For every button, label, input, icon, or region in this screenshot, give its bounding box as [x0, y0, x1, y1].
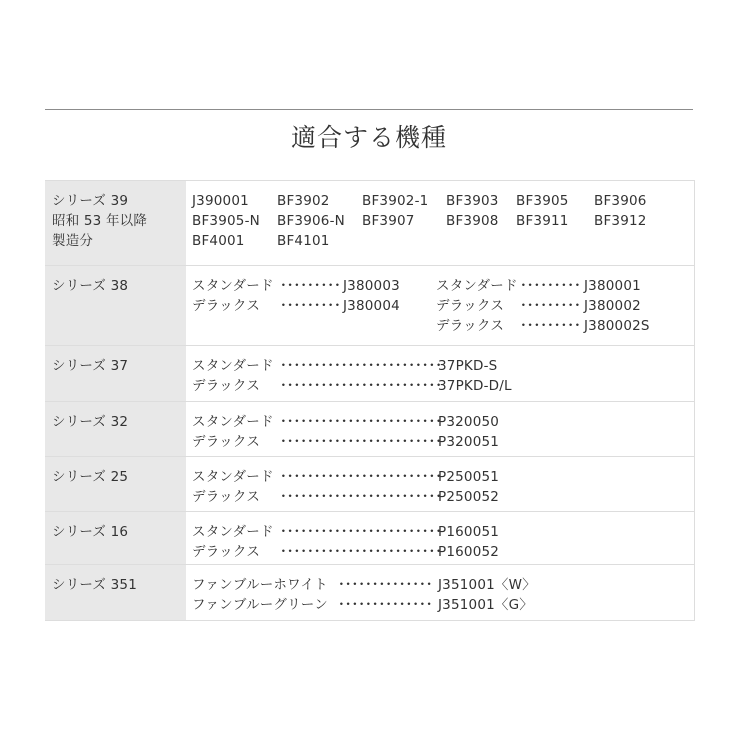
model-entry: [192, 356, 694, 376]
model-name: ファンブルーホワイト: [192, 577, 328, 593]
table-row: [45, 346, 695, 402]
models-cell: [186, 457, 695, 512]
models-cell: [186, 346, 695, 402]
table-row: [45, 266, 695, 346]
model-entry: [192, 595, 694, 615]
model-entry: [436, 276, 676, 296]
model-name: デラックス: [192, 544, 261, 560]
leader-dots: ････････････････････････: [280, 434, 442, 450]
top-divider: [45, 109, 693, 110]
model-number: BF3906: [594, 193, 647, 209]
series-cell: [45, 346, 186, 402]
series-label: シリーズ 351: [52, 577, 137, 593]
model-number: J380002: [584, 298, 641, 314]
model-number: J380003: [343, 278, 400, 294]
model-number: BF4001: [192, 233, 245, 249]
model-entry: [192, 467, 694, 487]
leader-dots: ････････････････････････: [280, 358, 442, 374]
model-entry: [192, 522, 694, 542]
model-number: BF3905-N: [192, 213, 260, 229]
model-name: スタンダード: [192, 358, 274, 374]
model-name: デラックス: [436, 318, 505, 334]
model-number: P250051: [438, 469, 500, 485]
model-name: デラックス: [192, 378, 261, 394]
table-row: [45, 457, 695, 512]
model-entry: [192, 296, 432, 316]
model-entry: [192, 412, 694, 432]
models-cell: [186, 402, 695, 457]
models-cell: [186, 181, 695, 266]
table-row: [45, 181, 695, 266]
leader-dots: ････････････････････････: [280, 544, 442, 560]
table-row: [45, 565, 695, 621]
model-number: 37PKD-D/L: [438, 378, 512, 394]
leader-dots: ･････････: [520, 318, 581, 334]
model-number: BF3906-N: [277, 213, 345, 229]
model-number: J390001: [192, 193, 249, 209]
leader-dots: ････････････････････････: [280, 489, 442, 505]
model-number: BF3903: [446, 193, 499, 209]
series-cell: [45, 457, 186, 512]
leader-dots: ･････････: [280, 278, 341, 294]
model-number: BF3911: [516, 213, 569, 229]
leader-dots: ････････････････････････: [280, 378, 442, 394]
model-entry: [436, 296, 676, 316]
series-cell: [45, 512, 186, 565]
models-cell: [186, 512, 695, 565]
series-label: シリーズ 38: [52, 278, 129, 294]
leader-dots: ･･････････････: [338, 597, 433, 613]
model-entry: [436, 316, 676, 336]
model-name: スタンダード: [192, 278, 274, 294]
model-number: J380002S: [584, 318, 650, 334]
model-entry: [192, 542, 694, 562]
model-column-left: [192, 276, 432, 316]
model-number: BF3912: [594, 213, 647, 229]
leader-dots: ･････････: [520, 298, 581, 314]
series-note: 製造分: [52, 233, 94, 249]
model-two-column: [192, 276, 694, 336]
models-cell: [186, 266, 695, 346]
model-number: P160052: [438, 544, 500, 560]
leader-dots: ･････････: [520, 278, 581, 294]
model-number: J380001: [584, 278, 641, 294]
series-cell: [45, 565, 186, 621]
model-entry: [192, 575, 694, 595]
model-number: P320051: [438, 434, 500, 450]
compatible-models-table: [45, 180, 695, 621]
model-number: BF3902-1: [362, 193, 429, 209]
model-number: J351001〈G〉: [438, 597, 533, 613]
model-number: BF3902: [277, 193, 330, 209]
series-label: シリーズ 16: [52, 524, 129, 540]
leader-dots: ･･････････････: [338, 577, 433, 593]
model-column-right: [436, 276, 676, 336]
model-number: P320050: [438, 414, 500, 430]
model-number-grid: [192, 191, 694, 251]
series-cell: [45, 266, 186, 346]
model-entry: [192, 276, 432, 296]
model-number: 37PKD-S: [438, 358, 498, 374]
model-entry: [192, 432, 694, 452]
series-label: シリーズ 39: [52, 193, 129, 209]
model-name: スタンダード: [192, 414, 274, 430]
model-name: デラックス: [192, 434, 261, 450]
series-label: シリーズ 25: [52, 469, 129, 485]
models-cell: [186, 565, 695, 621]
model-number: J351001〈W〉: [438, 577, 536, 593]
table-row: [45, 402, 695, 457]
table-row: [45, 512, 695, 565]
model-name: デラックス: [192, 298, 261, 314]
model-name: スタンダード: [436, 278, 518, 294]
model-name: デラックス: [192, 489, 261, 505]
series-cell: [45, 181, 186, 266]
page-title: 適合する機種: [290, 123, 447, 152]
model-number: BF3907: [362, 213, 415, 229]
model-number: BF4101: [277, 233, 330, 249]
model-name: スタンダード: [192, 524, 274, 540]
model-name: スタンダード: [192, 469, 274, 485]
series-label: シリーズ 32: [52, 414, 129, 430]
leader-dots: ････････････････････････: [280, 414, 442, 430]
model-number: P160051: [438, 524, 500, 540]
model-number: P250052: [438, 489, 500, 505]
model-name: ファンブルーグリーン: [192, 597, 328, 613]
model-number: J380004: [343, 298, 400, 314]
series-note: 昭和 53 年以降: [52, 213, 148, 229]
model-number: BF3905: [516, 193, 569, 209]
series-cell: [45, 402, 186, 457]
leader-dots: ････････････････････････: [280, 524, 442, 540]
model-number: BF3908: [446, 213, 499, 229]
model-name: デラックス: [436, 298, 505, 314]
series-label: シリーズ 37: [52, 358, 129, 374]
leader-dots: ････････････････････････: [280, 469, 442, 485]
model-entry: [192, 487, 694, 507]
model-entry: [192, 376, 694, 396]
leader-dots: ･････････: [280, 298, 341, 314]
